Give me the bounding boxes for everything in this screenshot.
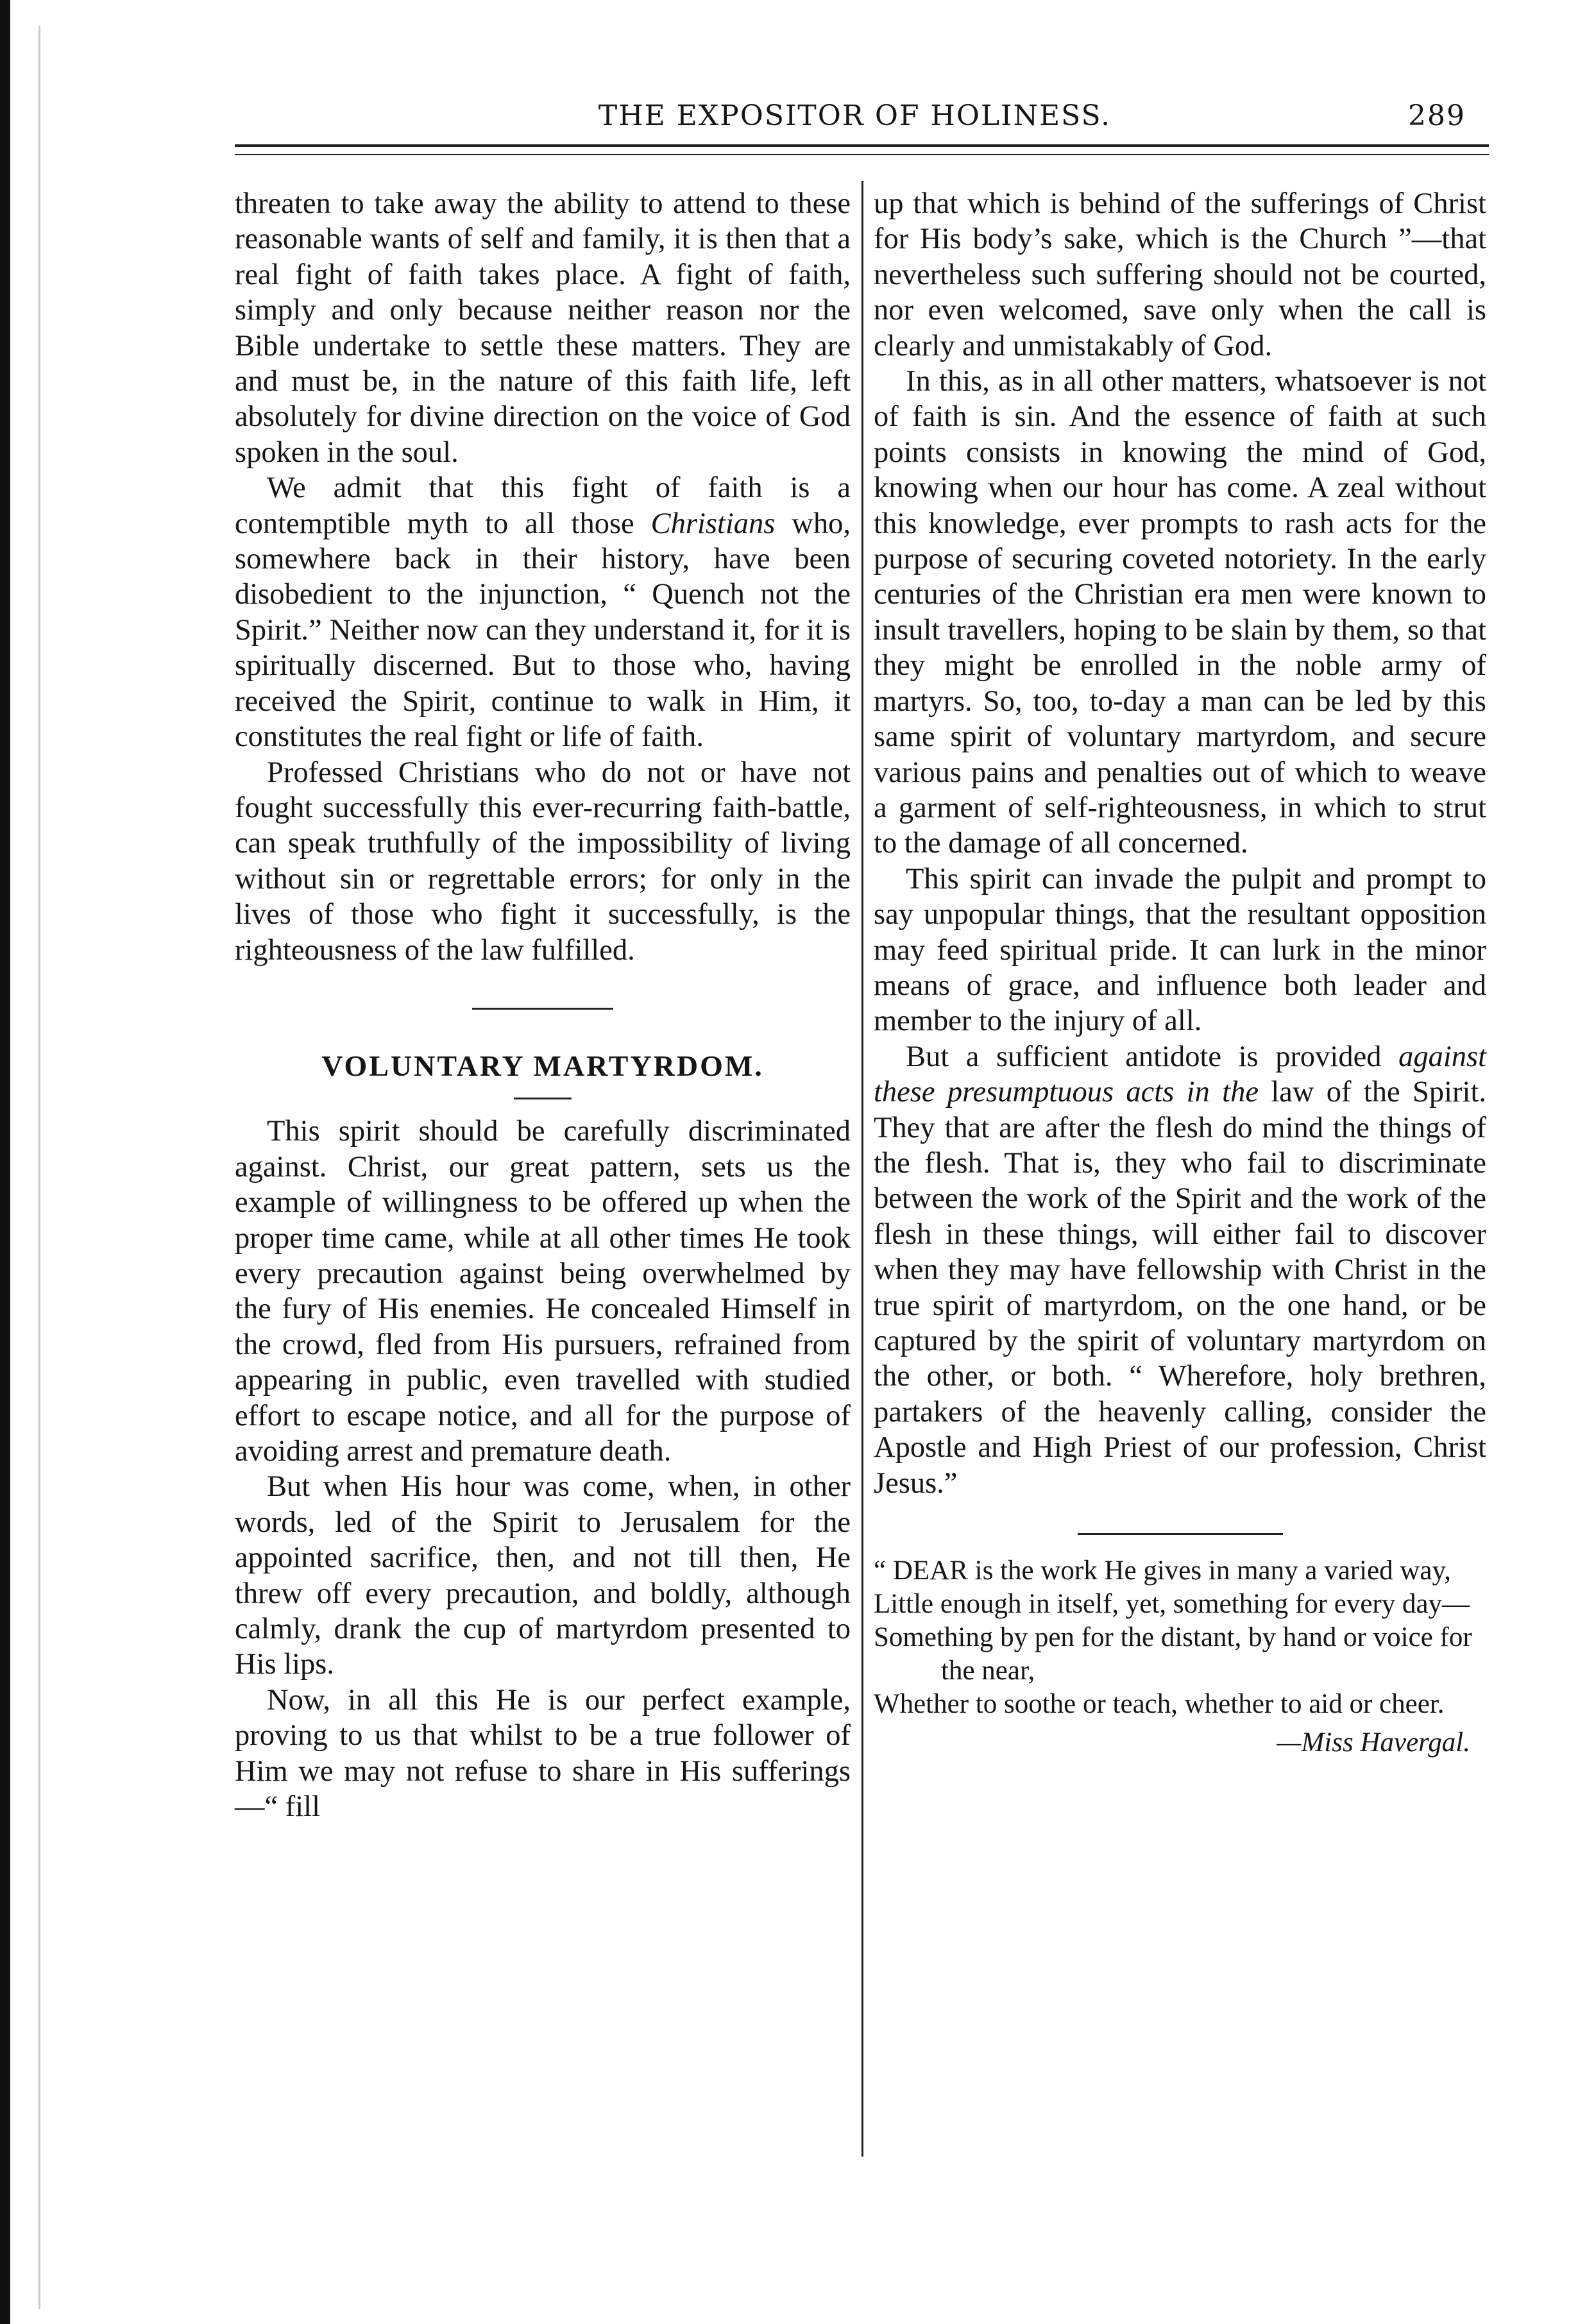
italic-text: Christians (650, 507, 776, 540)
paragraph: Professed Christians who do not or have not fought successfully this ever-recurring faith-battle, can speak truthfully of the impossibility of living without sin or regrettable errors; for only in the lives of those who fight it successfully, is the righteousness of the law fulfilled. (235, 756, 851, 967)
poem-line: Little enough in itself, yet, something for every day— (874, 1589, 1470, 1620)
header-rule-bottom (235, 154, 1489, 155)
paragraph: In this, as in all other matters, whatsoever is not of faith is sin. And the essence of faith at such points consists in knowing the mind of God, knowing when our hour has come. A zeal without this knowledge, ever prompts to rash acts for the purpose of securing coveted notoriety. In the early centuries of the Christian era men were known to insult travellers, hoping to be slain by them, so that they might be enrolled in the noble army of martyrs. So, too, to-day a man can be led by this same spirit of voluntary martyrdom, and secure various pains and penalties out of which to weave a garment of self-righteousness, in which to strut to the damage of all concerned. (874, 365, 1486, 860)
paragraph-text: law of the Spirit. They that are after the flesh do mind the things of the flesh. That is, they who fail to discriminate between the work of the Spirit and the work of the flesh in these things, will either fail to discover when they may have fellowship with Christ in the true spirit of martyrdom, on the one hand, or be captured by the spirit of voluntary martyrdom on the other, or both. “ Wherefore, holy brethren, partakers of the heavenly calling, consider the Apostle and High Priest of our profession, Christ Jesus.” (874, 1076, 1486, 1500)
paragraph-text: who, somewhere back in their history, have been disobedient to the injunction, “ Quench not the Spirit.” Neither now can they understand it, for it is spiritually discerned. But to those who, having received the Spirit, continue to walk in Him, it constitutes the real fight or life of faith. (235, 507, 851, 754)
paragraph: But when His hour was come, when, in other words, led of the Spirit to Jerusalem for the appointed sacrifice, then, and not till then, He threw off every precaution, and boldly, although calmly, drank the cup of martyrdom presented to His lips. (235, 1470, 851, 1681)
section-title: VOLUNTARY MARTYRDOM. (321, 1049, 764, 1082)
poem-line: Whether to soothe or teach, whether to aid or cheer. (874, 1689, 1445, 1720)
paragraph (235, 470, 851, 754)
poem (874, 1554, 1486, 1760)
paragraph: up that which is behind of the sufferings of Christ for His body’s sake, which is the Church ”—that nevertheless such suffering should not be courted, nor even welcomed, save only when the call is clearly and unmistakably of God. (874, 187, 1486, 362)
header-rule-top (235, 144, 1489, 147)
poem-attribution: —Miss Havergal. (1277, 1727, 1470, 1758)
paragraph: This spirit can invade the pulpit and prompt to say unpopular things, that the resultant opposition may feed spiritual pride. It can lurk in the minor means of grace, and influence both leader and member to the injury of all. (874, 862, 1486, 1038)
paragraph (874, 1039, 1486, 1501)
paragraph: This spirit should be carefully discriminated against. Christ, our great pattern, sets us the example of willingness to be offered up when the proper time came, while at all other times He took every precaution against being overwhelmed by the fury of His enemies. He concealed Himself in the crowd, fled from His pursuers, refrained from appearing in public, even travelled with studied effort to escape notice, and all for the purpose of avoiding arrest and premature death. (235, 1115, 851, 1468)
page-number: 289 (1408, 99, 1466, 132)
poem-line: “ DEAR is the work He gives in many a varied way, (874, 1556, 1451, 1586)
binding-shadow (38, 26, 40, 2309)
poem-line: Something by pen for the distant, by hand or voice for the near, (874, 1622, 1472, 1686)
running-title: THE EXPOSITOR OF HOLINESS. (598, 99, 1112, 132)
page-header (237, 99, 1472, 138)
paragraph: Now, in all this He is our perfect example, proving to us that whilst to be a true follower of Him we may not refuse to share in His sufferings—“ fill (235, 1683, 851, 1824)
italic-text: against these presumptuous acts in the (874, 1040, 1486, 1109)
right-column (874, 186, 1486, 1760)
column-divider (861, 181, 863, 2157)
paragraph: threaten to take away the ability to attend to these reasonable wants of self and family, it is then that a real fight of faith takes place. A fight of faith, simply and only because neither reason nor the Bible undertake to settle these matters. They are and must be, in the nature of this faith life, left absolutely for divine direction on the voice of God spoken in the soul. (235, 187, 851, 469)
left-column (235, 186, 851, 1824)
binding-edge (0, 0, 10, 2324)
paragraph-text: But a sufficient antidote is provided (906, 1040, 1399, 1073)
paragraph-text: We admit that this fight of faith is a contemptible myth to all those (235, 471, 851, 540)
